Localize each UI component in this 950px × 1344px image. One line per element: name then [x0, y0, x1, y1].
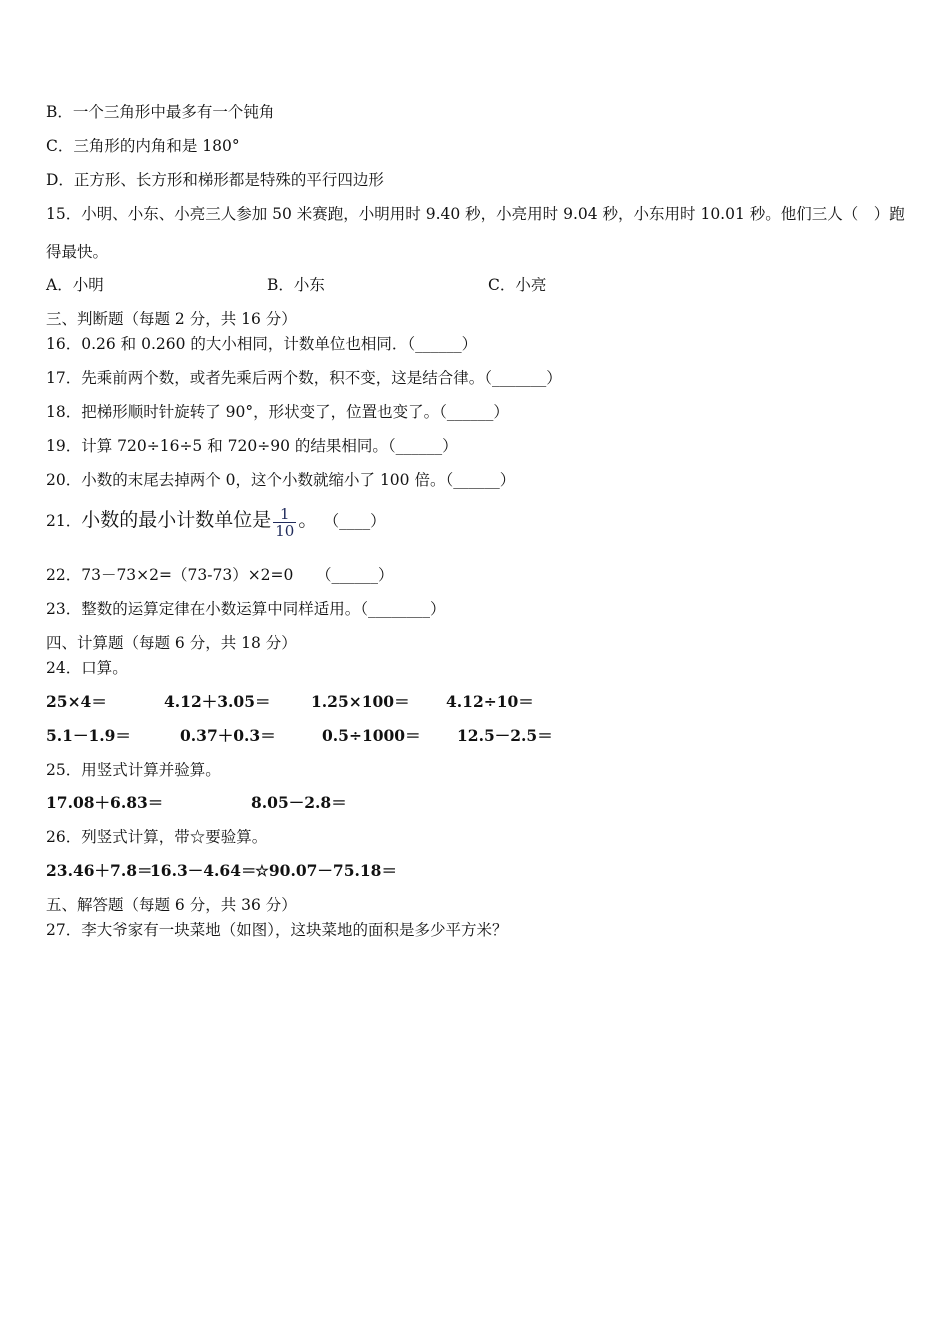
q24-item: 4.12÷10＝: [446, 692, 534, 711]
q15-option-a: A．小明: [46, 276, 104, 294]
q15-option-b: B．小东: [267, 276, 325, 294]
q25-item: 8.05－2.8＝: [251, 793, 347, 812]
q26-title: 26．列竖式计算，带☆要验算。: [46, 828, 268, 846]
q25-title: 25．用竖式计算并验算。: [46, 761, 221, 779]
q23: 23．整数的运算定律在小数运算中同样适用。（________）: [46, 600, 446, 618]
q15-stem-line1: 15．小明、小东、小亮三人参加 50 米赛跑，小明用时 9.40 秒，小亮用时 9.04 秒，小东用时 10.01 秒。他们三人（ ）跑: [46, 205, 905, 223]
q26-item: 23.46＋7.8＝: [46, 861, 153, 880]
section4-title: 四、计算题（每题 6 分，共 18 分）: [46, 634, 297, 652]
q21-text: 小数的最小计数单位是: [81, 509, 272, 531]
q24-item: 5.1－1.9＝: [46, 726, 131, 745]
section5-title: 五、解答题（每题 6 分，共 36 分）: [46, 896, 297, 914]
q26-item: 16.3－4.64＝: [150, 861, 257, 880]
q24-item: 25×4＝: [46, 692, 107, 711]
q24-item: 12.5－2.5＝: [457, 726, 553, 745]
q19: 19．计算 720÷16÷5 和 720÷90 的结果相同。（______）: [46, 437, 458, 455]
q21: [46, 500, 386, 541]
q21-suffix: 。: [298, 509, 318, 531]
q14-option-d: D．正方形、长方形和梯形都是特殊的平行四边形: [46, 171, 384, 189]
q26-item: ☆90.07－75.18＝: [255, 861, 397, 880]
q22-text: 22．73－73×2=（73-73）×2=0: [46, 566, 294, 584]
q20: 20．小数的末尾去掉两个 0，这个小数就缩小了 100 倍。（______）: [46, 471, 516, 489]
q24-item: 0.5÷1000＝: [322, 726, 421, 745]
q18: 18．把梯形顺时针旋转了 90°，形状变了，位置也变了。（______）: [46, 403, 509, 421]
fraction-one-tenth: [273, 506, 296, 539]
q22-answer-blank: （______）: [316, 566, 394, 584]
q21-answer-blank: （____）: [331, 512, 386, 530]
q24-item: 0.37＋0.3＝: [180, 726, 276, 745]
q24-title: 24．口算。: [46, 659, 128, 677]
fraction-numerator: 1: [273, 506, 296, 523]
q21-number: 21．: [46, 512, 82, 530]
fraction-denominator: 10: [275, 521, 295, 540]
q15-option-c: C．小亮: [488, 276, 547, 294]
q14-option-c: C．三角形的内角和是 180°: [46, 137, 240, 155]
q14-option-b: B．一个三角形中最多有一个钝角: [46, 103, 275, 121]
q15-stem-line2: 得最快。: [46, 243, 109, 261]
section3-title: 三、判断题（每题 2 分，共 16 分）: [46, 310, 297, 328]
q27: 27．李大爷家有一块菜地（如图），这块菜地的面积是多少平方米？: [46, 921, 508, 939]
q17: 17．先乘前两个数，或者先乘后两个数，积不变，这是结合律。（_______）: [46, 369, 562, 387]
q22: [46, 565, 446, 585]
q24-item: 1.25×100＝: [311, 692, 410, 711]
q24-item: 4.12＋3.05＝: [164, 692, 271, 711]
q16: 16．0.26 和 0.260 的大小相同，计数单位也相同．（______）: [46, 335, 478, 353]
q25-item: 17.08＋6.83＝: [46, 793, 164, 812]
